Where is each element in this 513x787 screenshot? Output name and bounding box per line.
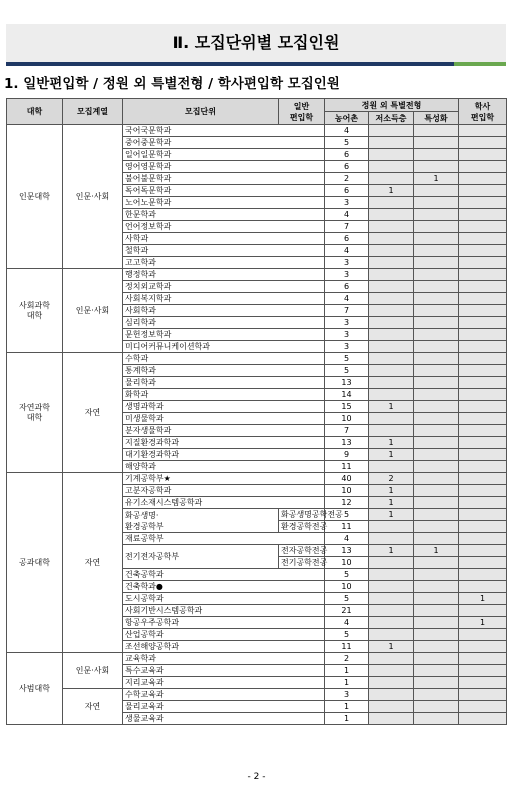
cell-unit: 독어독문학과 bbox=[123, 185, 325, 197]
cell-farm bbox=[369, 353, 414, 365]
cell-farm bbox=[369, 365, 414, 377]
cell-unit: 국어국문학과 bbox=[123, 125, 325, 137]
cell-spec bbox=[459, 233, 507, 245]
cell-low bbox=[414, 437, 459, 449]
cell-farm bbox=[369, 413, 414, 425]
cell-low bbox=[414, 233, 459, 245]
cell-low bbox=[414, 209, 459, 221]
cell-low bbox=[414, 293, 459, 305]
cell-spec bbox=[459, 521, 507, 533]
header-general-line2: 편입학 bbox=[289, 112, 314, 122]
cell-spec bbox=[459, 533, 507, 545]
cell-low bbox=[414, 257, 459, 269]
cell-spec bbox=[459, 437, 507, 449]
cell-general: 6 bbox=[325, 161, 369, 173]
cell-farm bbox=[369, 197, 414, 209]
cell-farm bbox=[369, 149, 414, 161]
cell-text: 자연과학 bbox=[19, 402, 50, 412]
cell-unit: 물리교육과 bbox=[123, 701, 325, 713]
cell-general: 3 bbox=[325, 341, 369, 353]
cell-general: 3 bbox=[325, 317, 369, 329]
cell-farm bbox=[369, 317, 414, 329]
cell-general: 10 bbox=[325, 557, 369, 569]
cell-unit: 기계공학부★ bbox=[123, 473, 325, 485]
cell-farm: 1 bbox=[369, 509, 414, 521]
cell-general: 9 bbox=[325, 449, 369, 461]
cell-unit: 일어일문학과 bbox=[123, 149, 325, 161]
cell-farm bbox=[369, 581, 414, 593]
cell-general: 3 bbox=[325, 257, 369, 269]
cell-spec bbox=[459, 269, 507, 281]
cell-college: 사범대학 bbox=[7, 653, 63, 725]
cell-field: 자연 bbox=[63, 689, 123, 725]
cell-low bbox=[414, 413, 459, 425]
cell-unit: 언어정보학과 bbox=[123, 221, 325, 233]
cell-farm bbox=[369, 713, 414, 725]
cell-low bbox=[414, 665, 459, 677]
cell-field: 자연 bbox=[63, 353, 123, 473]
table-row bbox=[7, 269, 507, 281]
cell-unit: 물리학과 bbox=[123, 377, 325, 389]
cell-farm bbox=[369, 533, 414, 545]
cell-unit: 특수교육과 bbox=[123, 665, 325, 677]
cell-farm: 1 bbox=[369, 497, 414, 509]
cell-low bbox=[414, 713, 459, 725]
cell-low bbox=[414, 377, 459, 389]
cell-unit-sub: 전기공학전공 bbox=[279, 557, 325, 569]
cell-farm bbox=[369, 257, 414, 269]
cell-college bbox=[7, 353, 63, 473]
cell-unit: 사회기반시스템공학과 bbox=[123, 605, 325, 617]
cell-unit-sub: 환경공학전공 bbox=[279, 521, 325, 533]
cell-spec bbox=[459, 485, 507, 497]
cell-text: 사회과학 bbox=[19, 300, 50, 310]
quota-table bbox=[6, 98, 507, 725]
cell-spec bbox=[459, 173, 507, 185]
table-body bbox=[7, 125, 507, 725]
cell-farm: 2 bbox=[369, 473, 414, 485]
cell-spec bbox=[459, 353, 507, 365]
cell-spec bbox=[459, 689, 507, 701]
cell-low bbox=[414, 329, 459, 341]
header-general-line1: 일반 bbox=[293, 101, 310, 111]
cell-unit: 도시공학과 bbox=[123, 593, 325, 605]
header-field: 모집계열 bbox=[63, 99, 123, 125]
cell-general: 2 bbox=[325, 173, 369, 185]
banner bbox=[6, 24, 506, 66]
cell-text: 공과대학 bbox=[19, 557, 50, 567]
cell-unit: 통계학과 bbox=[123, 365, 325, 377]
cell-low bbox=[414, 509, 459, 521]
cell-unit: 문헌정보학과 bbox=[123, 329, 325, 341]
cell-spec bbox=[459, 713, 507, 725]
cell-spec bbox=[459, 401, 507, 413]
banner-accent bbox=[454, 62, 506, 66]
cell-spec bbox=[459, 677, 507, 689]
cell-general: 5 bbox=[325, 137, 369, 149]
table-row bbox=[7, 353, 507, 365]
cell-farm bbox=[369, 653, 414, 665]
cell-farm bbox=[369, 665, 414, 677]
cell-farm bbox=[369, 341, 414, 353]
cell-unit: 중어중문학과 bbox=[123, 137, 325, 149]
cell-unit: 미생물학과 bbox=[123, 413, 325, 425]
header-general bbox=[279, 99, 325, 125]
cell-general: 5 bbox=[325, 629, 369, 641]
cell-spec bbox=[459, 197, 507, 209]
cell-text: 인문대학 bbox=[19, 191, 50, 201]
cell-spec bbox=[459, 281, 507, 293]
cell-low bbox=[414, 197, 459, 209]
cell-spec bbox=[459, 509, 507, 521]
cell-low bbox=[414, 365, 459, 377]
cell-unit: 재료공학부 bbox=[123, 533, 325, 545]
cell-unit: 정치외교학과 bbox=[123, 281, 325, 293]
cell-low bbox=[414, 533, 459, 545]
cell-spec bbox=[459, 329, 507, 341]
header-lowincome: 저소득층 bbox=[369, 112, 414, 125]
cell-unit: 항공우주공학과 bbox=[123, 617, 325, 629]
cell-unit: 생물교육과 bbox=[123, 713, 325, 725]
cell-general: 7 bbox=[325, 221, 369, 233]
header-special-group: 정원 외 특별전형 bbox=[325, 99, 459, 112]
cell-general: 3 bbox=[325, 197, 369, 209]
cell-general: 11 bbox=[325, 641, 369, 653]
cell-spec bbox=[459, 377, 507, 389]
cell-low bbox=[414, 473, 459, 485]
cell-farm bbox=[369, 689, 414, 701]
cell-low bbox=[414, 689, 459, 701]
cell-low bbox=[414, 605, 459, 617]
cell-farm: 1 bbox=[369, 485, 414, 497]
cell-spec bbox=[459, 557, 507, 569]
cell-farm bbox=[369, 329, 414, 341]
cell-unit: 불어불문학과 bbox=[123, 173, 325, 185]
cell-spec bbox=[459, 569, 507, 581]
cell-unit: 화학과 bbox=[123, 389, 325, 401]
cell-general: 11 bbox=[325, 521, 369, 533]
cell-farm bbox=[369, 269, 414, 281]
cell-low bbox=[414, 617, 459, 629]
cell-unit: 심리학과 bbox=[123, 317, 325, 329]
cell-general: 6 bbox=[325, 185, 369, 197]
cell-low bbox=[414, 677, 459, 689]
cell-unit: 조선해양공학과 bbox=[123, 641, 325, 653]
cell-farm bbox=[369, 305, 414, 317]
cell-farm: 1 bbox=[369, 545, 414, 557]
cell-low bbox=[414, 149, 459, 161]
cell-low bbox=[414, 401, 459, 413]
header-farm: 농어촌 bbox=[325, 112, 369, 125]
header-specialized: 특성화 bbox=[414, 112, 459, 125]
cell-text: 대학 bbox=[26, 310, 43, 320]
cell-general: 13 bbox=[325, 437, 369, 449]
cell-unit: 유기소재시스템공학과 bbox=[123, 497, 325, 509]
cell-unit: 행정학과 bbox=[123, 269, 325, 281]
cell-low bbox=[414, 449, 459, 461]
cell-general: 7 bbox=[325, 305, 369, 317]
cell-unit-parent bbox=[123, 509, 279, 533]
cell-farm bbox=[369, 281, 414, 293]
cell-low bbox=[414, 569, 459, 581]
cell-farm bbox=[369, 389, 414, 401]
cell-low bbox=[414, 221, 459, 233]
cell-farm bbox=[369, 461, 414, 473]
cell-farm: 1 bbox=[369, 437, 414, 449]
cell-low bbox=[414, 245, 459, 257]
cell-low: 1 bbox=[414, 545, 459, 557]
cell-farm bbox=[369, 677, 414, 689]
cell-low bbox=[414, 137, 459, 149]
table-row bbox=[7, 653, 507, 665]
cell-spec bbox=[459, 641, 507, 653]
cell-spec bbox=[459, 605, 507, 617]
cell-farm bbox=[369, 569, 414, 581]
cell-unit: 건축학과● bbox=[123, 581, 325, 593]
cell-general: 3 bbox=[325, 269, 369, 281]
cell-spec bbox=[459, 701, 507, 713]
cell-spec bbox=[459, 581, 507, 593]
cell-low bbox=[414, 389, 459, 401]
cell-low bbox=[414, 461, 459, 473]
cell-spec: 1 bbox=[459, 617, 507, 629]
cell-farm bbox=[369, 233, 414, 245]
cell-spec bbox=[459, 629, 507, 641]
cell-general: 1 bbox=[325, 677, 369, 689]
cell-general: 11 bbox=[325, 461, 369, 473]
cell-general: 13 bbox=[325, 377, 369, 389]
cell-spec bbox=[459, 221, 507, 233]
cell-low bbox=[414, 125, 459, 137]
cell-farm bbox=[369, 605, 414, 617]
table-row bbox=[7, 125, 507, 137]
cell-general: 1 bbox=[325, 701, 369, 713]
banner-title: Ⅱ. 모집단위별 모집인원 bbox=[172, 33, 340, 52]
cell-general: 1 bbox=[325, 665, 369, 677]
cell-general: 13 bbox=[325, 545, 369, 557]
cell-unit: 산업공학과 bbox=[123, 629, 325, 641]
cell-general: 6 bbox=[325, 233, 369, 245]
cell-spec bbox=[459, 497, 507, 509]
cell-unit: 한문학과 bbox=[123, 209, 325, 221]
header-unit: 모집단위 bbox=[123, 99, 279, 125]
cell-general: 4 bbox=[325, 533, 369, 545]
cell-general: 4 bbox=[325, 209, 369, 221]
cell-low bbox=[414, 353, 459, 365]
cell-general: 12 bbox=[325, 497, 369, 509]
header-bachelor-line1: 학사 bbox=[474, 101, 491, 111]
cell-unit: 고고학과 bbox=[123, 257, 325, 269]
cell-college bbox=[7, 473, 63, 653]
cell-general: 40 bbox=[325, 473, 369, 485]
header-bachelor bbox=[459, 99, 507, 125]
cell-farm bbox=[369, 701, 414, 713]
table-row bbox=[7, 473, 507, 485]
cell-spec bbox=[459, 245, 507, 257]
cell-spec bbox=[459, 305, 507, 317]
cell-spec bbox=[459, 653, 507, 665]
cell-low bbox=[414, 557, 459, 569]
cell-farm bbox=[369, 557, 414, 569]
cell-farm bbox=[369, 173, 414, 185]
cell-spec bbox=[459, 365, 507, 377]
cell-unit: 대기환경과학과 bbox=[123, 449, 325, 461]
cell-farm bbox=[369, 137, 414, 149]
cell-low bbox=[414, 161, 459, 173]
cell-low bbox=[414, 425, 459, 437]
cell-farm: 1 bbox=[369, 641, 414, 653]
cell-general: 5 bbox=[325, 365, 369, 377]
page-number: - 2 - bbox=[247, 772, 266, 782]
cell-general: 10 bbox=[325, 413, 369, 425]
cell-low: 1 bbox=[414, 173, 459, 185]
cell-field: 인문·사회 bbox=[63, 653, 123, 689]
cell-unit: 지리교육과 bbox=[123, 677, 325, 689]
cell-farm: 1 bbox=[369, 401, 414, 413]
cell-farm bbox=[369, 425, 414, 437]
cell-general: 1 bbox=[325, 713, 369, 725]
cell-spec bbox=[459, 413, 507, 425]
cell-low bbox=[414, 281, 459, 293]
cell-text: 대학 bbox=[26, 412, 43, 422]
cell-farm bbox=[369, 209, 414, 221]
cell-general: 2 bbox=[325, 653, 369, 665]
cell-farm bbox=[369, 593, 414, 605]
cell-low bbox=[414, 341, 459, 353]
cell-unit: 수학과 bbox=[123, 353, 325, 365]
cell-low bbox=[414, 305, 459, 317]
cell-general: 6 bbox=[325, 149, 369, 161]
cell-general: 6 bbox=[325, 281, 369, 293]
cell-spec bbox=[459, 545, 507, 557]
cell-general: 10 bbox=[325, 581, 369, 593]
cell-unit: 생명과학과 bbox=[123, 401, 325, 413]
cell-general: 5 bbox=[325, 569, 369, 581]
cell-college bbox=[7, 269, 63, 353]
header-bachelor-line2: 편입학 bbox=[470, 112, 495, 122]
cell-low bbox=[414, 653, 459, 665]
cell-unit: 지질환경과학과 bbox=[123, 437, 325, 449]
table-row bbox=[7, 689, 507, 701]
cell-general: 15 bbox=[325, 401, 369, 413]
cell-spec bbox=[459, 425, 507, 437]
cell-field: 인문·사회 bbox=[63, 125, 123, 269]
cell-low bbox=[414, 629, 459, 641]
cell-general: 5 bbox=[325, 353, 369, 365]
cell-low bbox=[414, 641, 459, 653]
cell-general: 5 bbox=[325, 593, 369, 605]
cell-unit: 미디어커뮤니케이션학과 bbox=[123, 341, 325, 353]
cell-unit-parent: 전기전자공학부 bbox=[123, 545, 279, 569]
cell-spec bbox=[459, 209, 507, 221]
section-title: 1. 일반편입학 / 정원 외 특별전형 / 학사편입학 모집인원 bbox=[4, 76, 340, 92]
cell-low bbox=[414, 317, 459, 329]
cell-spec bbox=[459, 317, 507, 329]
cell-general: 4 bbox=[325, 293, 369, 305]
cell-unit: 해양학과 bbox=[123, 461, 325, 473]
cell-general: 4 bbox=[325, 125, 369, 137]
cell-spec bbox=[459, 449, 507, 461]
cell-spec bbox=[459, 665, 507, 677]
cell-low bbox=[414, 701, 459, 713]
cell-spec bbox=[459, 161, 507, 173]
cell-unit-sub: 화공생명공학전공 bbox=[279, 509, 325, 521]
cell-farm bbox=[369, 125, 414, 137]
cell-general: 4 bbox=[325, 245, 369, 257]
cell-unit: 교육학과 bbox=[123, 653, 325, 665]
cell-spec bbox=[459, 257, 507, 269]
cell-low bbox=[414, 521, 459, 533]
cell-spec bbox=[459, 185, 507, 197]
cell-general: 3 bbox=[325, 689, 369, 701]
cell-unit: 사회복지학과 bbox=[123, 293, 325, 305]
cell-spec bbox=[459, 473, 507, 485]
cell-unit: 분자생물학과 bbox=[123, 425, 325, 437]
cell-spec bbox=[459, 137, 507, 149]
cell-farm bbox=[369, 377, 414, 389]
cell-low bbox=[414, 185, 459, 197]
cell-unit: 고분자공학과 bbox=[123, 485, 325, 497]
cell-unit: 노어노문학과 bbox=[123, 197, 325, 209]
cell-farm bbox=[369, 221, 414, 233]
cell-field: 자연 bbox=[63, 473, 123, 653]
cell-spec bbox=[459, 125, 507, 137]
cell-spec bbox=[459, 293, 507, 305]
cell-unit: 수학교육과 bbox=[123, 689, 325, 701]
cell-college bbox=[7, 125, 63, 269]
cell-general: 10 bbox=[325, 485, 369, 497]
cell-general: 4 bbox=[325, 617, 369, 629]
cell-spec bbox=[459, 341, 507, 353]
cell-text: 환경공학부 bbox=[125, 521, 164, 531]
cell-spec bbox=[459, 389, 507, 401]
cell-farm bbox=[369, 617, 414, 629]
cell-farm bbox=[369, 629, 414, 641]
cell-unit: 사회학과 bbox=[123, 305, 325, 317]
cell-low bbox=[414, 269, 459, 281]
cell-general: 7 bbox=[325, 425, 369, 437]
cell-general: 21 bbox=[325, 605, 369, 617]
cell-low bbox=[414, 485, 459, 497]
cell-spec bbox=[459, 461, 507, 473]
cell-text: 화공생명· bbox=[125, 510, 159, 520]
cell-farm: 1 bbox=[369, 449, 414, 461]
cell-farm bbox=[369, 161, 414, 173]
cell-unit: 사학과 bbox=[123, 233, 325, 245]
cell-farm: 1 bbox=[369, 185, 414, 197]
header-college: 대학 bbox=[7, 99, 63, 125]
cell-farm bbox=[369, 521, 414, 533]
cell-low bbox=[414, 581, 459, 593]
cell-unit: 건축공학과 bbox=[123, 569, 325, 581]
cell-general: 5 bbox=[325, 509, 369, 521]
cell-general: 3 bbox=[325, 329, 369, 341]
cell-low bbox=[414, 593, 459, 605]
cell-unit: 영어영문학과 bbox=[123, 161, 325, 173]
cell-farm bbox=[369, 245, 414, 257]
cell-farm bbox=[369, 293, 414, 305]
cell-unit-sub: 전자공학전공 bbox=[279, 545, 325, 557]
cell-spec: 1 bbox=[459, 593, 507, 605]
cell-field: 인문·사회 bbox=[63, 269, 123, 353]
cell-spec bbox=[459, 149, 507, 161]
cell-unit: 철학과 bbox=[123, 245, 325, 257]
cell-low bbox=[414, 497, 459, 509]
cell-general: 14 bbox=[325, 389, 369, 401]
